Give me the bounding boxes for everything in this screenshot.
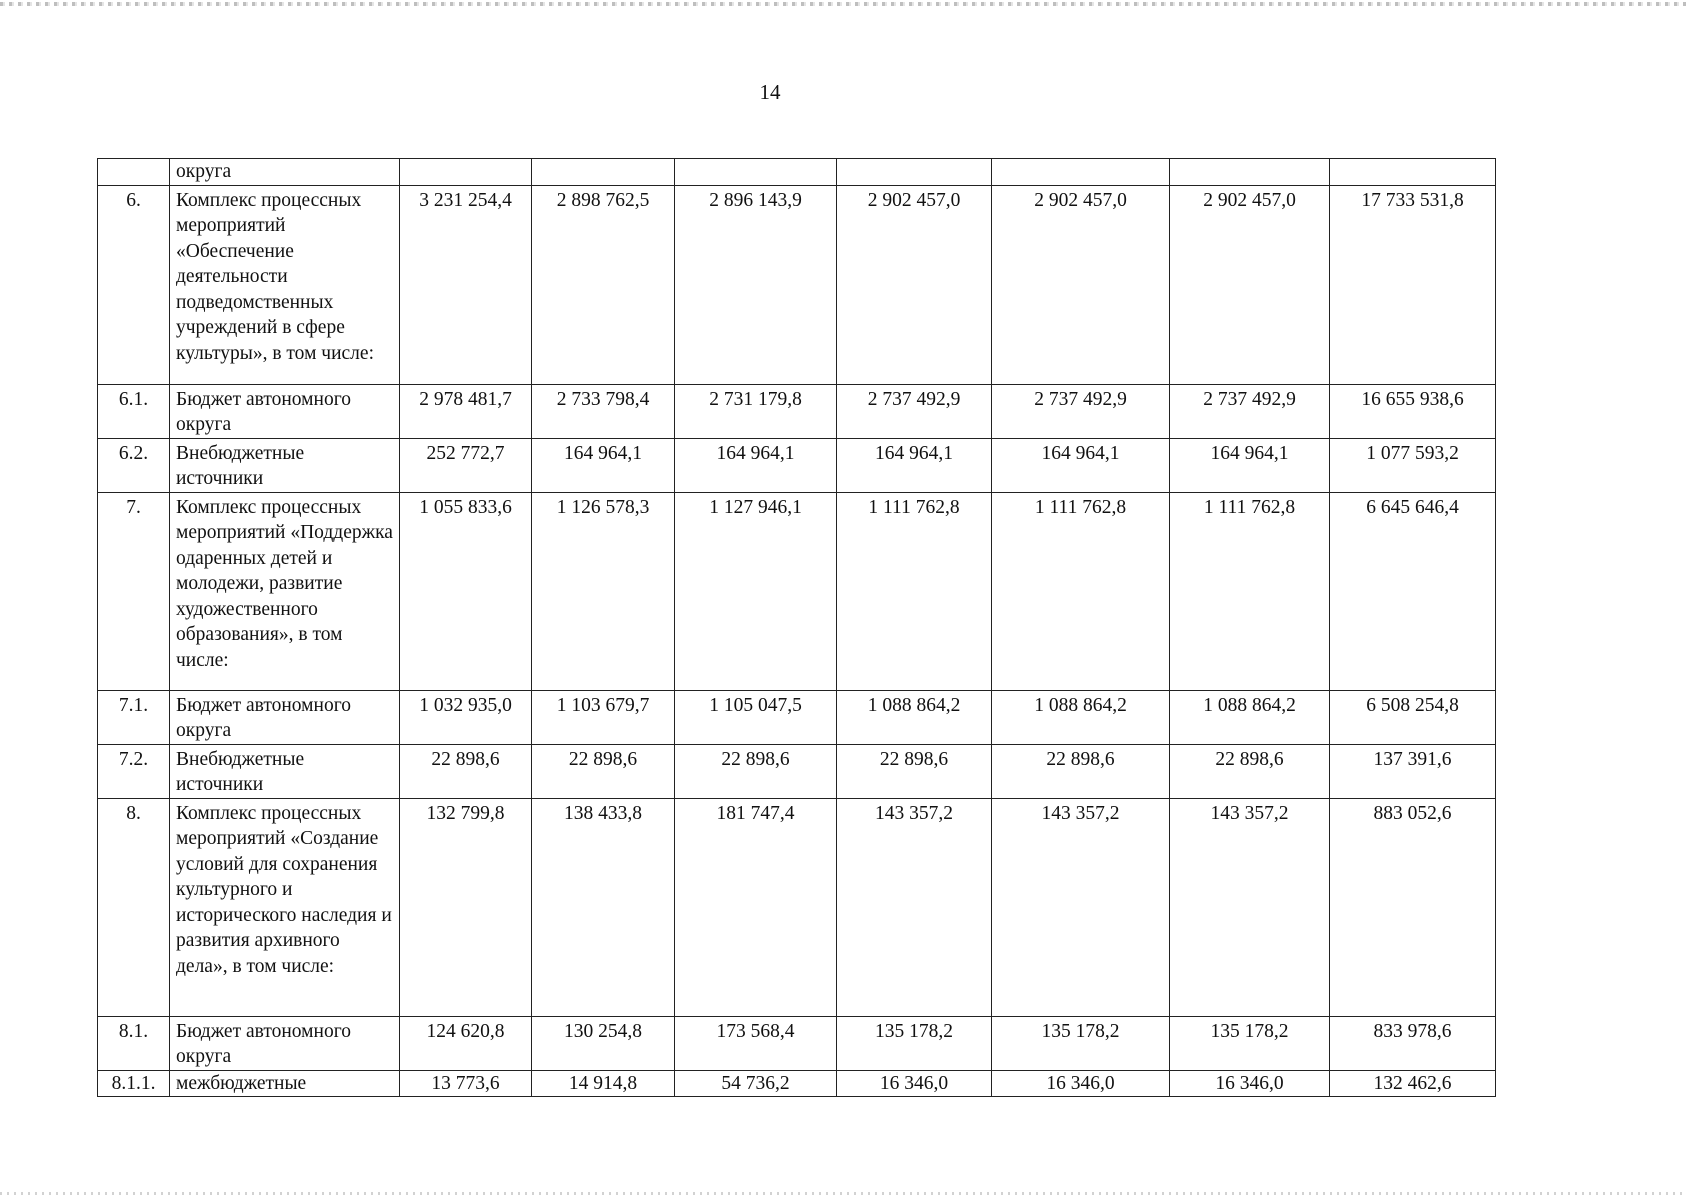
row-number: 6. xyxy=(98,185,170,384)
row-name: Бюджет автономного округа xyxy=(170,690,400,744)
value-cell: 1 088 864,2 xyxy=(837,690,992,744)
value-cell: 1 077 593,2 xyxy=(1330,438,1496,492)
value-cell: 1 088 864,2 xyxy=(1170,690,1330,744)
page-number: 14 xyxy=(759,80,781,104)
value-cell: 1 103 679,7 xyxy=(532,690,675,744)
value-cell: 22 898,6 xyxy=(837,744,992,798)
scan-edge-bottom xyxy=(0,1192,1686,1195)
table-row-8 xyxy=(98,798,1496,1016)
value-cell: 164 964,1 xyxy=(837,438,992,492)
row-name: Внебюджетные источники xyxy=(170,744,400,798)
value-cell xyxy=(532,159,675,186)
value-cell: 143 357,2 xyxy=(1170,798,1330,1016)
value-cell: 130 254,8 xyxy=(532,1016,675,1070)
row-name: Бюджет автономного округа xyxy=(170,1016,400,1070)
value-cell: 16 346,0 xyxy=(992,1070,1170,1097)
table-row-8-1-1 xyxy=(98,1070,1496,1097)
value-cell: 135 178,2 xyxy=(837,1016,992,1070)
value-cell: 1 055 833,6 xyxy=(400,492,532,690)
value-cell: 16 346,0 xyxy=(837,1070,992,1097)
value-cell: 3 231 254,4 xyxy=(400,185,532,384)
value-cell: 2 737 492,9 xyxy=(1170,384,1330,438)
value-cell: 1 032 935,0 xyxy=(400,690,532,744)
value-cell: 164 964,1 xyxy=(675,438,837,492)
row-number: 7.2. xyxy=(98,744,170,798)
value-cell: 2 902 457,0 xyxy=(1170,185,1330,384)
value-cell: 6 645 646,4 xyxy=(1330,492,1496,690)
value-cell: 1 088 864,2 xyxy=(992,690,1170,744)
row-name: округа xyxy=(170,159,400,186)
value-cell: 124 620,8 xyxy=(400,1016,532,1070)
row-number xyxy=(98,159,170,186)
value-cell: 164 964,1 xyxy=(1170,438,1330,492)
value-cell xyxy=(837,159,992,186)
value-cell: 138 433,8 xyxy=(532,798,675,1016)
row-number: 6.2. xyxy=(98,438,170,492)
value-cell: 1 127 946,1 xyxy=(675,492,837,690)
value-cell: 22 898,6 xyxy=(532,744,675,798)
value-cell: 2 733 798,4 xyxy=(532,384,675,438)
row-number: 8.1. xyxy=(98,1016,170,1070)
value-cell xyxy=(400,159,532,186)
value-cell: 16 655 938,6 xyxy=(1330,384,1496,438)
value-cell: 17 733 531,8 xyxy=(1330,185,1496,384)
table-row-7 xyxy=(98,492,1496,690)
value-cell: 137 391,6 xyxy=(1330,744,1496,798)
row-number: 8.1.1. xyxy=(98,1070,170,1097)
value-cell: 833 978,6 xyxy=(1330,1016,1496,1070)
value-cell: 132 462,6 xyxy=(1330,1070,1496,1097)
value-cell: 1 111 762,8 xyxy=(1170,492,1330,690)
value-cell: 252 772,7 xyxy=(400,438,532,492)
row-name: Внебюджетные источники xyxy=(170,438,400,492)
value-cell xyxy=(1330,159,1496,186)
value-cell xyxy=(675,159,837,186)
table-row-6-2 xyxy=(98,438,1496,492)
value-cell: 135 178,2 xyxy=(1170,1016,1330,1070)
budget-table xyxy=(97,158,1496,1097)
row-number: 8. xyxy=(98,798,170,1016)
value-cell: 143 357,2 xyxy=(837,798,992,1016)
value-cell: 6 508 254,8 xyxy=(1330,690,1496,744)
value-cell: 16 346,0 xyxy=(1170,1070,1330,1097)
value-cell: 2 902 457,0 xyxy=(837,185,992,384)
value-cell: 22 898,6 xyxy=(992,744,1170,798)
value-cell: 143 357,2 xyxy=(992,798,1170,1016)
value-cell: 164 964,1 xyxy=(532,438,675,492)
table-row-continuation xyxy=(98,159,1496,186)
value-cell: 883 052,6 xyxy=(1330,798,1496,1016)
table-row-8-1 xyxy=(98,1016,1496,1070)
value-cell: 2 731 179,8 xyxy=(675,384,837,438)
row-number: 7.1. xyxy=(98,690,170,744)
value-cell: 181 747,4 xyxy=(675,798,837,1016)
value-cell: 135 178,2 xyxy=(992,1016,1170,1070)
row-name: Комплекс процессных мероприятий «Создание условий для сохранения культурного и исторического наследия и развития архивного дела», в том числе: xyxy=(170,798,400,1016)
value-cell: 1 126 578,3 xyxy=(532,492,675,690)
value-cell: 2 737 492,9 xyxy=(992,384,1170,438)
row-number: 7. xyxy=(98,492,170,690)
value-cell xyxy=(992,159,1170,186)
table-row-6 xyxy=(98,185,1496,384)
table-row-6-1 xyxy=(98,384,1496,438)
table-row-7-2 xyxy=(98,744,1496,798)
value-cell: 22 898,6 xyxy=(400,744,532,798)
value-cell: 132 799,8 xyxy=(400,798,532,1016)
row-name: межбюджетные xyxy=(170,1070,400,1097)
row-name: Комплекс процессных мероприятий «Поддержка одаренных детей и молодежи, развитие художественного образования», в том числе: xyxy=(170,492,400,690)
value-cell: 2 978 481,7 xyxy=(400,384,532,438)
value-cell: 2 896 143,9 xyxy=(675,185,837,384)
value-cell: 54 736,2 xyxy=(675,1070,837,1097)
row-number: 6.1. xyxy=(98,384,170,438)
table-row-7-1 xyxy=(98,690,1496,744)
value-cell: 1 105 047,5 xyxy=(675,690,837,744)
value-cell: 2 898 762,5 xyxy=(532,185,675,384)
scan-edge-top xyxy=(0,2,1686,6)
value-cell: 13 773,6 xyxy=(400,1070,532,1097)
value-cell: 1 111 762,8 xyxy=(992,492,1170,690)
value-cell: 164 964,1 xyxy=(992,438,1170,492)
value-cell: 2 737 492,9 xyxy=(837,384,992,438)
value-cell xyxy=(1170,159,1330,186)
row-name: Комплекс процессных мероприятий «Обеспечение деятельности подведомственных учреждений в сфере культуры», в том числе: xyxy=(170,185,400,384)
value-cell: 1 111 762,8 xyxy=(837,492,992,690)
value-cell: 173 568,4 xyxy=(675,1016,837,1070)
value-cell: 22 898,6 xyxy=(675,744,837,798)
row-name: Бюджет автономного округа xyxy=(170,384,400,438)
value-cell: 22 898,6 xyxy=(1170,744,1330,798)
value-cell: 14 914,8 xyxy=(532,1070,675,1097)
value-cell: 2 902 457,0 xyxy=(992,185,1170,384)
